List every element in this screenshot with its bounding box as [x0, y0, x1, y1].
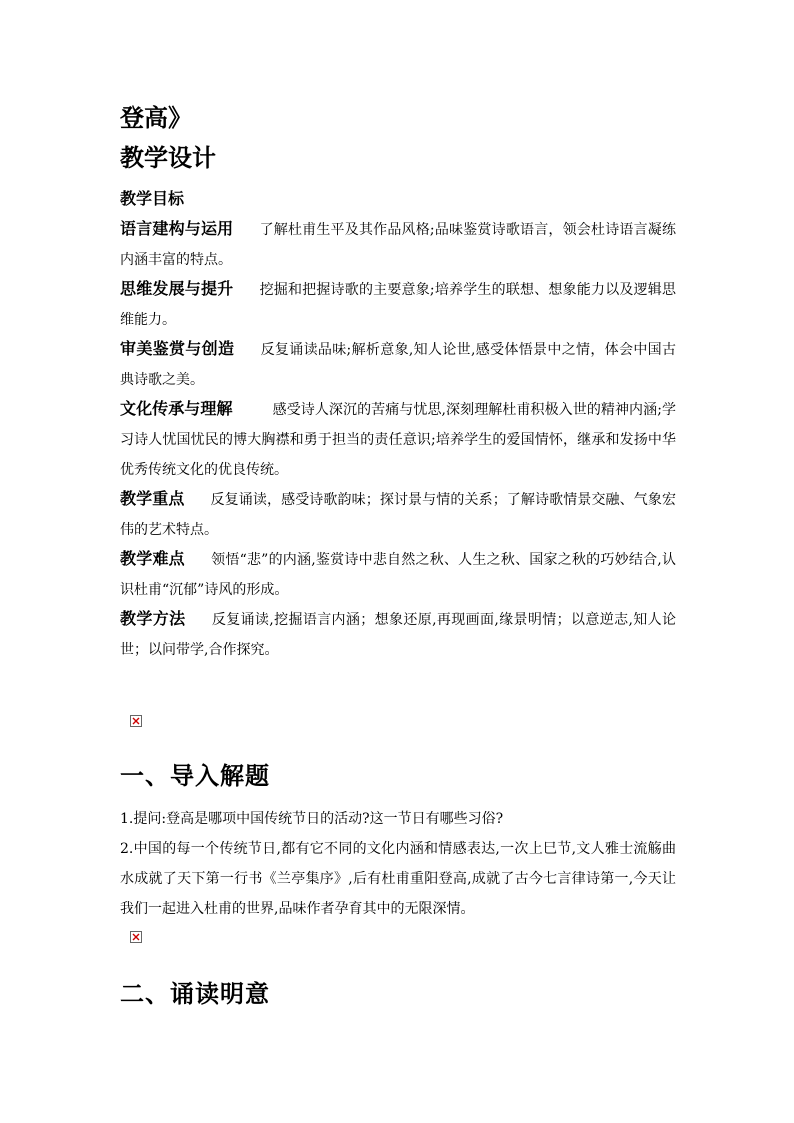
broken-image-icon: [130, 931, 142, 943]
section-label: 教学方法: [120, 609, 186, 628]
section-language: [120, 214, 676, 275]
section-label: 文化传承与理解: [120, 399, 233, 418]
section-aesthetic: [120, 334, 676, 395]
section-key-points: [120, 484, 676, 545]
part1-question-2: 2.中国的每一个传统节日,都有它不同的文化内涵和情感表达,一次上巳节,文人雅士流觞曲水成就了天下第一行书《兰亭集序》,后有杜甫重阳登高,成就了古今七言律诗第一,今天让我们一起进入杜甫的世界,品味作者孕育其中的无限深情。: [120, 841, 676, 917]
section-text: 反复诵读品味;解析意象,知人论世,感受体悟景中之情，体会中国古典诗歌之美。: [120, 342, 676, 388]
section-culture: [120, 394, 676, 485]
section-thinking: [120, 274, 676, 335]
section-label: 审美鉴赏与创造: [120, 339, 235, 358]
section-label: 教学难点: [120, 549, 185, 568]
section-text: 反复诵读，感受诗歌韵味；探讨景与情的关系；了解诗歌情景交融、气象宏伟的艺术特点。: [120, 492, 676, 538]
section-label: 语言建构与运用: [120, 219, 234, 238]
section-difficulties: [120, 544, 676, 605]
part1-question-1: 1.提问:登高是哪项中国传统节日的活动?这一节日有哪些习俗?: [120, 811, 504, 827]
section-label: 思维发展与提升: [120, 279, 234, 298]
section-label: 教学重点: [120, 489, 185, 508]
section-text: 感受诗人深沉的苦痛与忧思,深刻理解杜甫积极入世的精神内涵;学习诗人忧国忧民的博大胸襟和勇于担当的责任意识;培养学生的爱国情怀，继承和发扬中华优秀传统文化的优良传统。: [120, 402, 676, 478]
part1-heading: 一、导入解题: [120, 761, 270, 790]
document-subtitle: 教学设计: [120, 143, 216, 172]
section-text: 反复诵读,挖掘语言内涵；想象还原,再现画面,缘景明情；以意逆志,知人论世；以问带学,合作探究。: [120, 612, 676, 658]
section-methods: [120, 604, 676, 665]
section-text: 挖掘和把握诗歌的主要意象;培养学生的联想、想象能力以及逻辑思维能力。: [120, 282, 676, 328]
goals-heading: 教学目标: [120, 189, 185, 208]
section-text: 领悟“悲”的内涵,鉴赏诗中悲自然之秋、人生之秋、国家之秋的巧妙结合,认识杜甫“沉郁”诗风的形成。: [120, 552, 676, 598]
document-title: 登高》: [120, 103, 192, 132]
section-text: 了解杜甫生平及其作品风格;品味鉴赏诗歌语言，领会杜诗语言凝练内涵丰富的特点。: [120, 222, 676, 268]
part2-heading: 二、诵读明意: [120, 979, 270, 1008]
broken-image-icon: [130, 715, 142, 727]
